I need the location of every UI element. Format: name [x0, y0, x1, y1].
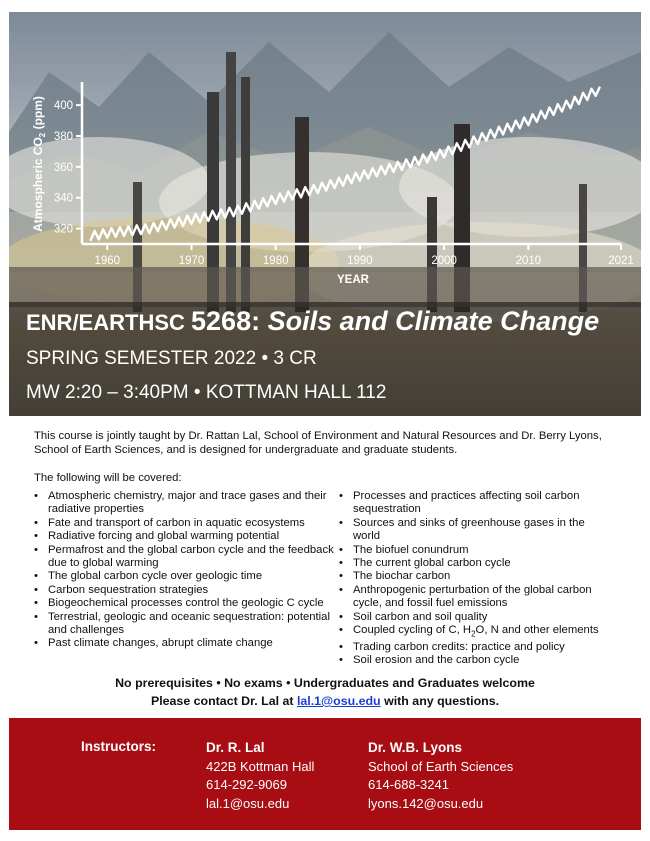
x-tick-label: 1990	[347, 255, 373, 267]
y-tick-label: 360	[53, 161, 73, 174]
instructors-label: Instructors:	[81, 739, 157, 754]
topic-item: • Radiative forcing and global warming potential	[32, 530, 338, 543]
course-name: Soils and Climate Change	[267, 306, 600, 336]
topic-item: • Past climate changes, abrupt climate change	[32, 637, 338, 650]
topic-item: • Biogeochemical processes control the geologic C cycle	[32, 597, 338, 610]
instructor-office: School of Earth Sciences	[368, 758, 514, 774]
topic-item: • Terrestrial, geologic and oceanic sequestration: potential and challenges	[32, 611, 338, 638]
topics-left-list	[32, 490, 338, 651]
topic-item: • Soil carbon and soil quality	[337, 611, 607, 624]
co2-chart	[9, 12, 641, 302]
instructor-lyons	[368, 739, 513, 813]
instructor-lal	[206, 739, 314, 813]
topic-item: • Fate and transport of carbon in aquatic ecosystems	[32, 517, 338, 530]
topic-item: • Atmospheric chemistry, major and trace gases and their radiative properties	[32, 490, 338, 517]
title-colon: :	[251, 306, 268, 336]
contact-line	[0, 694, 650, 708]
course-intro: This course is jointly taught by Dr. Rattan Lal, School of Environment and Natural Resources and Dr. Berry Lyons, School of Earth Sciences, and is designed for undergraduate and graduate students.	[34, 430, 602, 456]
topic-item: • The global carbon cycle over geologic time	[32, 570, 338, 583]
course-number: 5268	[191, 306, 252, 336]
instructor-email: lyons.142@osu.edu	[368, 795, 484, 811]
x-tick-label: 1970	[178, 255, 205, 267]
topic-item: • Permafrost and the global carbon cycle and the feedback due to global warming	[32, 544, 338, 571]
instructor-office: 422B Kottman Hall	[206, 758, 315, 774]
topics-right-list	[337, 490, 607, 668]
covered-heading: The following will be covered:	[34, 472, 182, 484]
contact-suffix: with any questions.	[380, 694, 500, 708]
y-tick-label: 340	[53, 192, 73, 205]
x-tick-label: 2010	[515, 255, 542, 267]
x-tick-label: 2021	[608, 255, 634, 267]
hero-banner	[9, 12, 641, 416]
topic-item: • Anthropogenic perturbation of the global carbon cycle, and fossil fuel emissions	[337, 584, 607, 611]
course-notice: No prerequisites • No exams • Undergraduates and Graduates welcome	[115, 676, 535, 690]
x-tick-label: 1960	[94, 255, 121, 267]
co2-series-line	[90, 87, 600, 241]
topic-item: • Carbon sequestration strategies	[32, 584, 338, 597]
topic-item: • The current global carbon cycle	[337, 557, 607, 570]
y-tick-label: 380	[53, 131, 73, 143]
instructor-phone: 614-292-9069	[206, 777, 287, 792]
x-tick-label: 2000	[431, 255, 457, 267]
topic-item: • The biofuel conundrum	[337, 544, 607, 557]
course-title	[26, 306, 599, 337]
y-axis-label: Atmospheric $CO_2$ (ppm)	[31, 96, 47, 232]
topic-item: • Sources and sinks of greenhouse gases in the world	[337, 517, 607, 544]
course-code: ENR/EARTHSC	[26, 310, 192, 335]
y-tick-label: 320	[53, 223, 73, 236]
topic-item: • Trading carbon credits: practice and policy	[337, 641, 607, 654]
instructor-name: Dr. W.B. Lyons	[368, 740, 463, 755]
topic-item: • Soil erosion and the carbon cycle	[337, 654, 607, 667]
instructor-phone: 614-688-3241	[368, 777, 449, 792]
instructor-name: Dr. R. Lal	[206, 740, 265, 755]
title-band	[9, 302, 641, 416]
x-axis-label: YEAR	[337, 274, 369, 286]
topic-item: • The biochar carbon	[337, 570, 607, 583]
semester-credits: SPRING SEMESTER 2022 • 3 CR	[26, 348, 317, 369]
schedule-location: MW 2:20 – 3:40PM • KOTTMAN HALL 112	[26, 382, 387, 403]
instructors-footer	[9, 718, 641, 830]
topic-item: • Coupled cycling of C, $H_2O$, N and other elements	[337, 624, 607, 641]
x-tick-label: 1980	[262, 255, 289, 267]
instructor-email: lal.1@osu.edu	[206, 795, 290, 811]
contact-email-link[interactable]: lal.1@osu.edu	[296, 694, 381, 708]
y-tick-label: 400	[53, 100, 73, 113]
topic-item: • Processes and practices affecting soil carbon sequestration	[337, 490, 607, 517]
contact-prefix: Please contact Dr. Lal at	[150, 694, 297, 708]
